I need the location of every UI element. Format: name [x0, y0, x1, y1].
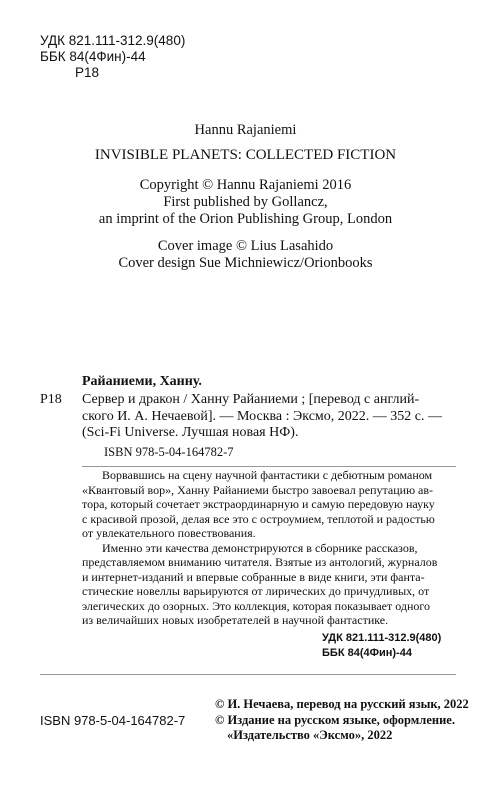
- catalog-mark: Р18: [40, 392, 62, 407]
- annotation-line: и интернет-изданий и впервые собранные в виде книги, эти фанта-: [82, 569, 425, 584]
- entry-line: ского И. А. Нечаевой]. — Москва : Эксмо, 2022. — 352 с. —: [82, 408, 443, 424]
- bottom-isbn: ISBN 978-5-04-164782-7: [40, 713, 186, 728]
- annotation-line: из величайших новых изобретателей в научной фантастике.: [82, 613, 389, 627]
- cover-line: Cover image © Lius Lasahido: [157, 238, 334, 254]
- cover-credits: [0, 238, 491, 272]
- rights-line: © Издание на русском языке, оформление.: [215, 712, 455, 727]
- annotation-line: Именно эти качества демонстрируются в сборнике рассказов,: [102, 540, 418, 555]
- rights-line: © И. Нечаева, перевод на русский язык, 2022: [215, 697, 469, 711]
- annotation-line: от увлекательного повествования.: [82, 526, 256, 540]
- annotation-line: стические новеллы варьируются от лирических до причудливых, от: [82, 584, 430, 598]
- catalog-isbn: ISBN 978-5-04-164782-7: [104, 445, 234, 459]
- catalog-heading: Райаниеми, Ханну.: [82, 374, 202, 389]
- copyright-line: an imprint of the Orion Publishing Group, London: [98, 211, 393, 227]
- catalog-entry: [82, 392, 456, 442]
- bbk-code: ББК 84(4Фин)-44: [40, 49, 146, 64]
- copyright-block: [0, 177, 491, 228]
- annotation: [82, 468, 456, 628]
- footer-classification: [322, 631, 441, 661]
- annotation-line: с красивой прозой, делая все это с остроумием, теплотой и радостью: [82, 511, 435, 526]
- annotation-line: элегических до озорных. Это коллекция, которая показывает одного: [82, 598, 431, 613]
- author-mark: Р18: [75, 65, 100, 80]
- annotation-line: представляемом вниманию читателя. Взятые из антологий, журналов: [82, 555, 438, 569]
- original-title: INVISIBLE PLANETS: COLLECTED FICTION: [94, 147, 397, 163]
- cover-line: Cover design Sue Michniewicz/Orionbooks: [118, 255, 373, 271]
- rights-block: [215, 697, 469, 744]
- annotation-line: тора, который сочетает экстраординарную и самую передовую науку: [82, 497, 435, 511]
- divider: [82, 466, 456, 467]
- original-author: Hannu Rajaniemi: [194, 122, 297, 138]
- rights-line: «Издательство «Эксмо», 2022: [227, 728, 393, 742]
- classification-block: [40, 33, 185, 81]
- divider: [40, 674, 456, 675]
- annotation-line: «Квантовый вор», Ханну Райаниеми быстро завоевал репутацию ав-: [82, 482, 434, 497]
- footer-udk: УДК 821.111-312.9(480): [322, 632, 442, 644]
- footer-bbk: ББК 84(4Фин)-44: [322, 647, 412, 659]
- copyright-line: Copyright © Hannu Rajaniemi 2016: [139, 177, 352, 193]
- udk-code: УДК 821.111-312.9(480): [40, 33, 186, 48]
- annotation-line: Ворвавшись на сцену научной фантастики с дебютным романом: [102, 468, 433, 482]
- entry-line: Сервер и дракон / Ханну Райаниеми ; [перевод с англий-: [82, 392, 420, 407]
- copyright-line: First published by Gollancz,: [163, 194, 328, 210]
- entry-line: (Sci-Fi Universe. Лучшая новая НФ).: [82, 425, 299, 440]
